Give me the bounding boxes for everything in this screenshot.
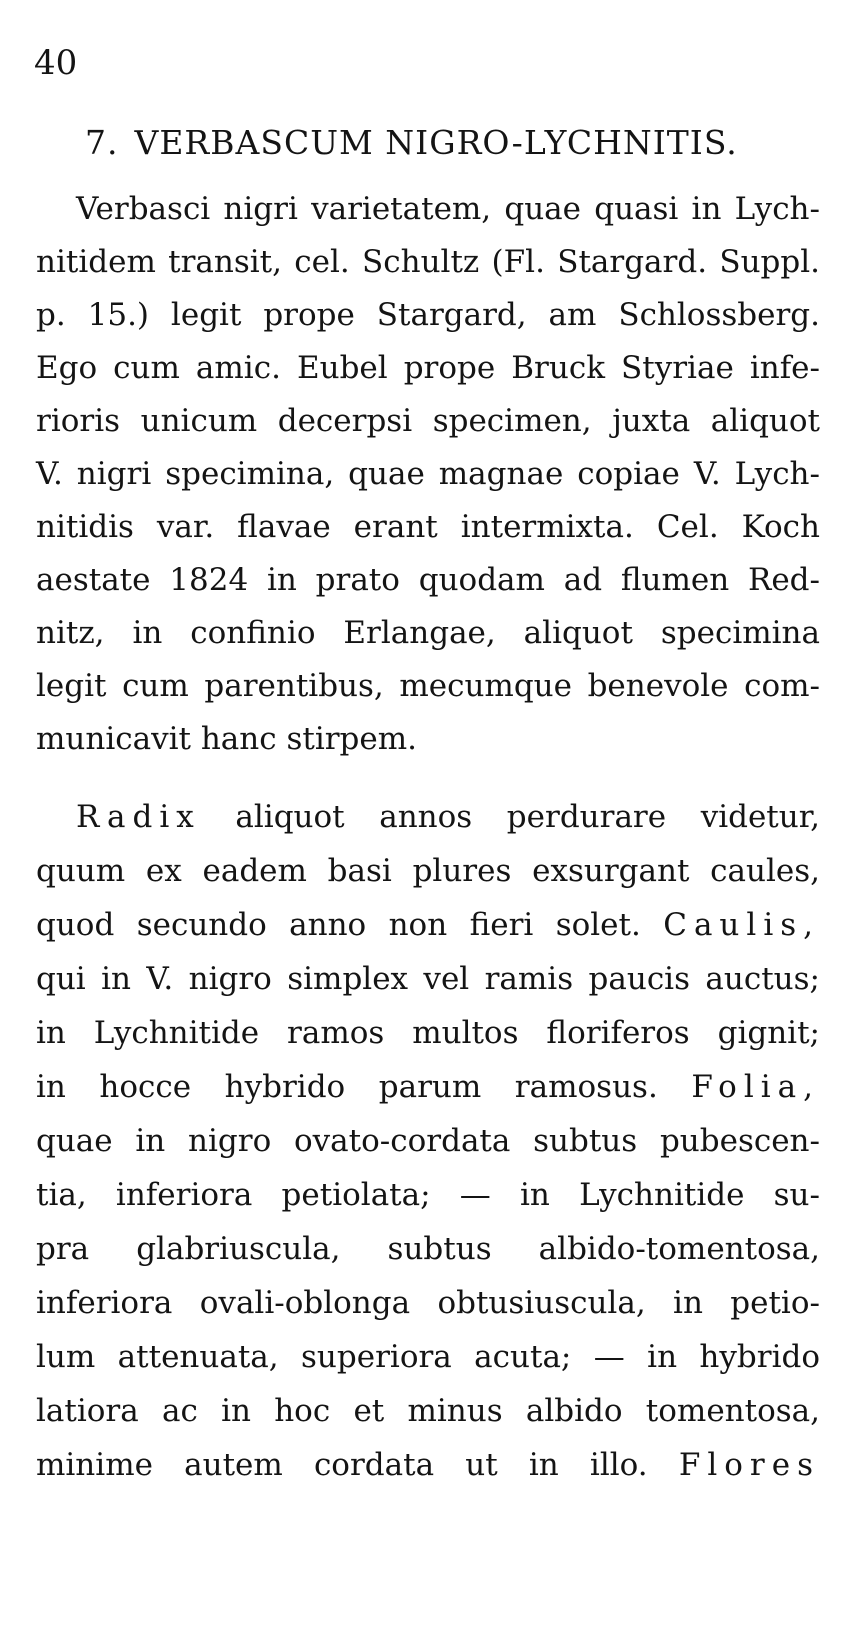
text-line: tia, inferiora petiolata; — in Lychnitide su- bbox=[36, 1177, 820, 1213]
term-folia: Folia, bbox=[691, 1069, 821, 1105]
text-line: in Lychnitide ramos multos floriferos gignit; bbox=[36, 1015, 820, 1051]
text-line: in hocce hybrido parum ramosus. Folia, bbox=[36, 1069, 821, 1105]
page-number: 40 bbox=[34, 43, 78, 83]
text-line: quod secundo anno non fieri solet. Caulis, bbox=[36, 907, 820, 943]
section-number: 7. bbox=[85, 123, 119, 162]
term-caulis: Caulis, bbox=[663, 907, 820, 943]
text-line: municavit hanc stirpem. bbox=[36, 721, 417, 757]
text-line: nitidis var. flavae erant intermixta. Cel. Koch bbox=[36, 509, 820, 545]
text-line: inferiora ovali-oblonga obtusiuscula, in petio- bbox=[36, 1285, 820, 1321]
text-line: quae in nigro ovato-cordata subtus pubescen- bbox=[36, 1123, 820, 1159]
text-line: minime autem cordata ut in illo. Flores bbox=[36, 1447, 820, 1483]
text-line: qui in V. nigro simplex vel ramis paucis auctus; bbox=[36, 961, 820, 997]
text-line: Ego cum amic. Eubel prope Bruck Styriae infe- bbox=[36, 350, 820, 386]
text-line: Radix aliquot annos perdurare videtur, bbox=[76, 799, 820, 835]
section-title: VERBASCUM NIGRO-LYCHNITIS. bbox=[134, 123, 738, 162]
text-line: pra glabriuscula, subtus albido-tomentosa, bbox=[36, 1231, 820, 1267]
text-line: nitz, in confinio Erlangae, aliquot specimina bbox=[36, 615, 820, 651]
text-line: aestate 1824 in prato quodam ad flumen Red- bbox=[36, 562, 820, 598]
text-line: p. 15.) legit prope Stargard, am Schlossberg. bbox=[36, 297, 820, 333]
text-line: V. nigri specimina, quae magnae copiae V. Lych- bbox=[36, 456, 820, 492]
term-radix: Radix bbox=[76, 799, 201, 835]
text-line: rioris unicum decerpsi specimen, juxta aliquot bbox=[36, 403, 820, 439]
section-heading bbox=[85, 123, 738, 162]
term-flores: Flores bbox=[678, 1447, 820, 1483]
text-line: latiora ac in hoc et minus albido tomentosa, bbox=[36, 1393, 820, 1429]
text-line: nitidem transit, cel. Schultz (Fl. Stargard. Suppl. bbox=[36, 244, 820, 280]
text-line: lum attenuata, superiora acuta; — in hybrido bbox=[36, 1339, 820, 1375]
text-line: quum ex eadem basi plures exsurgant caules, bbox=[36, 853, 820, 889]
text-line: Verbasci nigri varietatem, quae quasi in Lych- bbox=[76, 191, 820, 227]
text-line: legit cum parentibus, mecumque benevole com- bbox=[36, 668, 820, 704]
